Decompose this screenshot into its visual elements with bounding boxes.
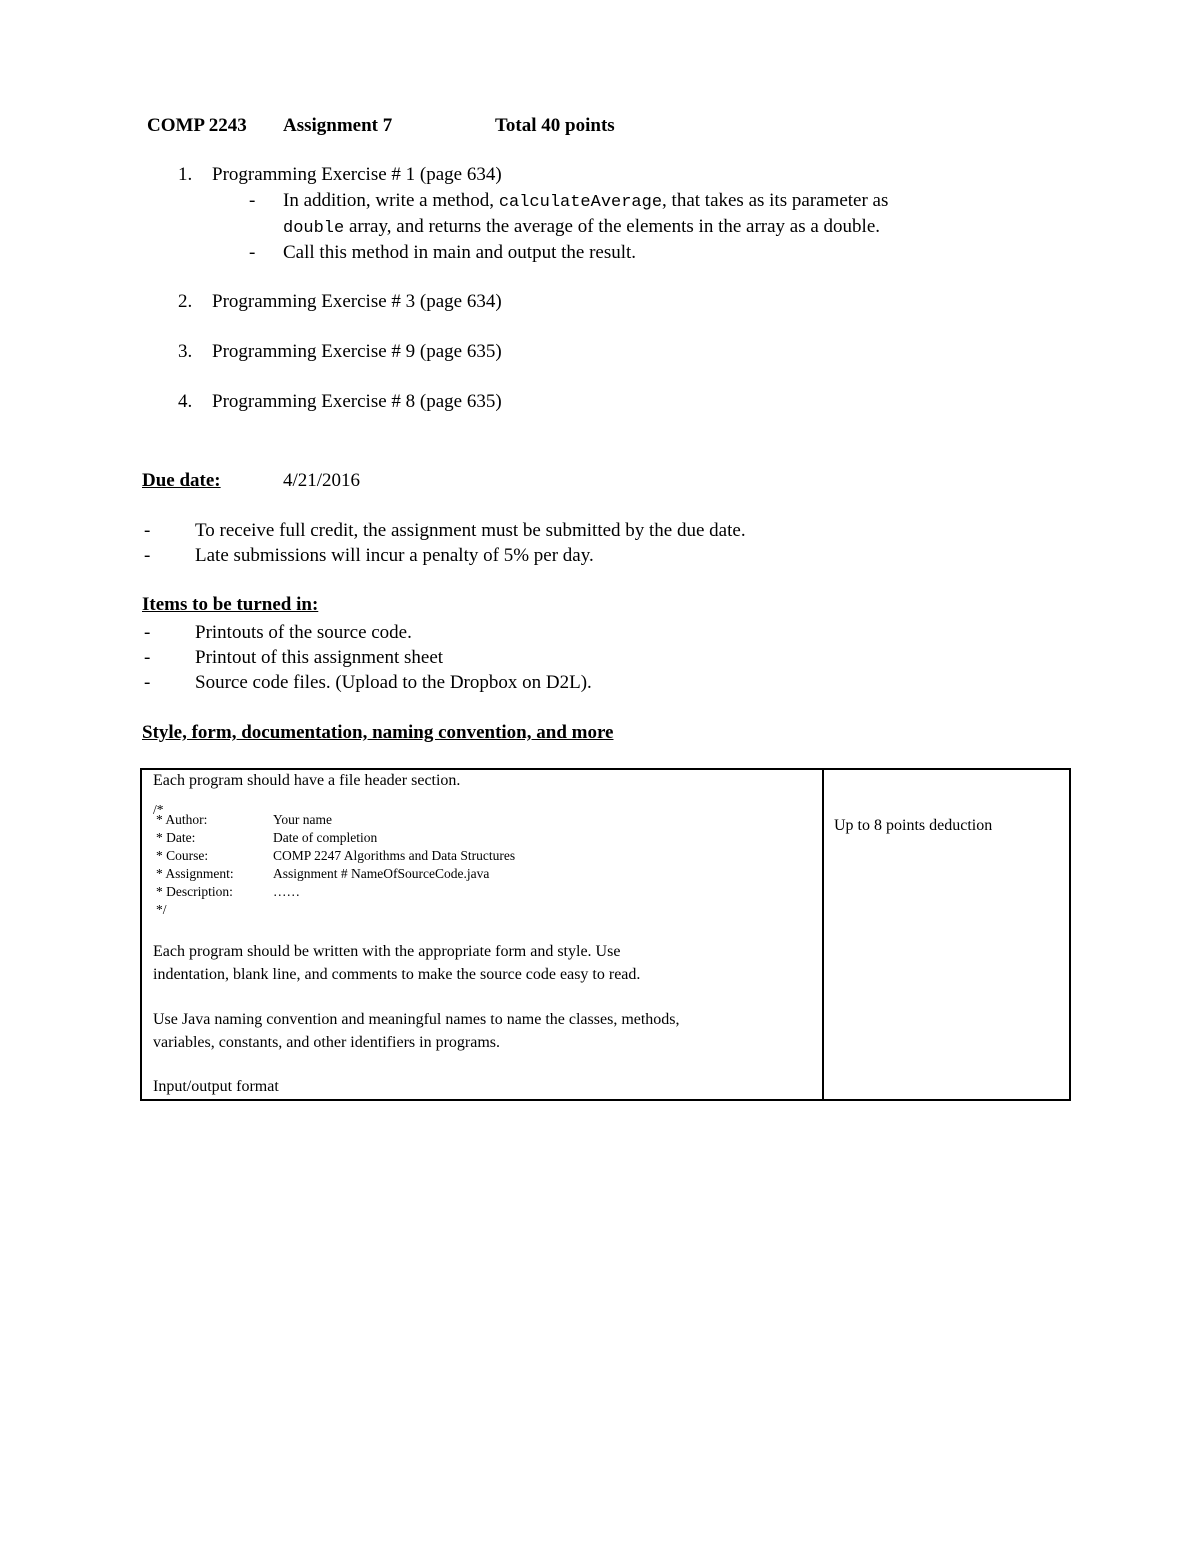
list-bullet: - bbox=[144, 647, 151, 668]
subitem-text-line2: array, and returns the average of the elements in the array as a double. bbox=[344, 216, 881, 237]
list-bullet: - bbox=[144, 672, 151, 693]
style-heading: Style, form, documentation, naming convention, and more bbox=[142, 722, 614, 743]
turn-in-heading: Items to be turned in: bbox=[142, 594, 319, 615]
header-field-key: * Date: bbox=[156, 830, 196, 845]
due-date-value: 4/21/2016 bbox=[283, 470, 361, 491]
header-field-value: Date of completion bbox=[273, 830, 378, 845]
style-requirements-table bbox=[140, 768, 1071, 1101]
assignment-title: Assignment 7 bbox=[283, 115, 393, 136]
due-date-label: Due date: bbox=[142, 470, 221, 491]
exercise-number: 2. bbox=[178, 291, 193, 312]
subitem-text: Call this method in main and output the result. bbox=[283, 242, 637, 263]
exercise-text: Programming Exercise # 3 (page 634) bbox=[212, 291, 502, 312]
header-field-value: …… bbox=[273, 884, 300, 899]
exercise-text: Programming Exercise # 1 (page 634) bbox=[212, 164, 502, 185]
header-intro: Each program should have a file header section. bbox=[153, 772, 461, 789]
note-bullet: - bbox=[144, 520, 151, 541]
subitem-line bbox=[283, 190, 888, 212]
subitem-text-pre: In addition, write a method, bbox=[283, 190, 499, 211]
form-style-text: indentation, blank line, and comments to make the source code easy to read. bbox=[153, 966, 641, 983]
sub-bullet: - bbox=[249, 242, 256, 263]
note-bullet: - bbox=[144, 545, 151, 566]
exercise-number: 1. bbox=[178, 164, 193, 185]
deduction-text: Up to 8 points deduction bbox=[834, 817, 993, 834]
naming-text: variables, constants, and other identifiers in programs. bbox=[153, 1034, 501, 1051]
list-item: Source code files. (Upload to the Dropbox on D2L). bbox=[195, 672, 592, 693]
method-name-code: calculateAverage bbox=[498, 193, 663, 212]
note-text: To receive full credit, the assignment must be submitted by the due date. bbox=[195, 520, 746, 541]
exercise-number: 3. bbox=[178, 341, 193, 362]
header-field-key: * Author: bbox=[156, 812, 208, 827]
exercise-number: 4. bbox=[178, 391, 193, 412]
header-field-value: COMP 2247 Algorithms and Data Structures bbox=[273, 848, 516, 863]
header-field-value: Assignment # NameOfSourceCode.java bbox=[273, 866, 490, 881]
list-bullet: - bbox=[144, 622, 151, 643]
deduction-cell bbox=[823, 769, 1070, 1100]
sub-bullet: - bbox=[249, 190, 256, 211]
list-item: Printouts of the source code. bbox=[195, 622, 412, 643]
exercise-text: Programming Exercise # 9 (page 635) bbox=[212, 341, 502, 362]
course-code: COMP 2243 bbox=[147, 115, 247, 136]
form-style-text: Each program should be written with the appropriate form and style. Use bbox=[153, 943, 621, 960]
subitem-line-2 bbox=[283, 216, 880, 238]
header-field-key: * Course: bbox=[156, 848, 209, 863]
io-format-text: Input/output format bbox=[153, 1078, 279, 1095]
exercise-text: Programming Exercise # 8 (page 635) bbox=[212, 391, 502, 412]
total-points: Total 40 points bbox=[495, 115, 615, 136]
note-text: Late submissions will incur a penalty of 5% per day. bbox=[195, 545, 594, 566]
header-field-value: Your name bbox=[273, 812, 333, 827]
header-field-key: * Assignment: bbox=[156, 866, 234, 881]
list-item: Printout of this assignment sheet bbox=[195, 647, 444, 668]
naming-text: Use Java naming convention and meaningful names to name the classes, methods, bbox=[153, 1011, 680, 1028]
subitem-text-post: , that takes as its parameter as bbox=[662, 190, 889, 211]
comment-open: /* bbox=[153, 802, 164, 817]
comment-close: */ bbox=[156, 902, 167, 917]
requirements-cell bbox=[141, 769, 823, 1100]
type-code: double bbox=[283, 219, 345, 238]
table-row bbox=[141, 769, 1070, 1100]
header-field-key: * Description: bbox=[156, 884, 233, 899]
